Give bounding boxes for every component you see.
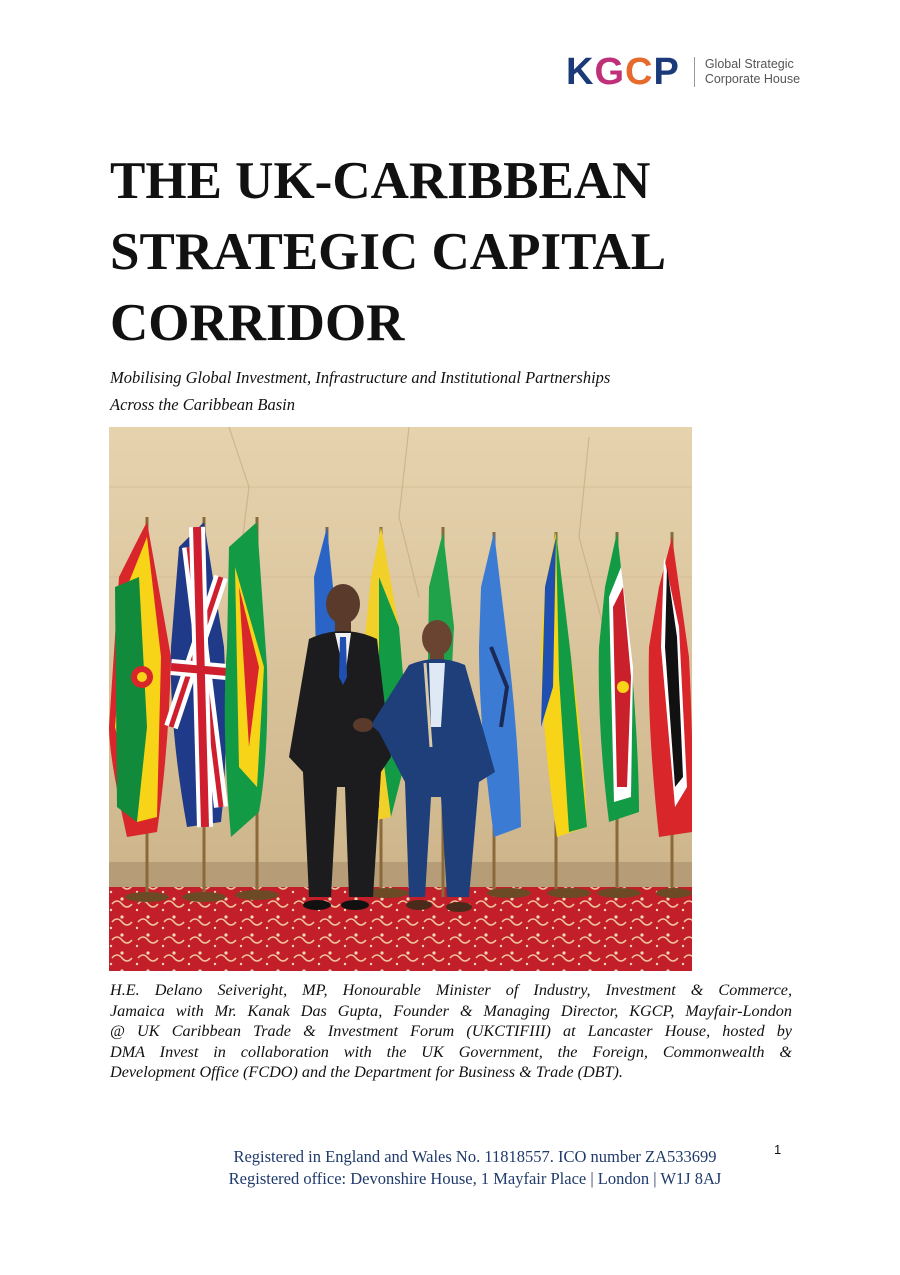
subtitle: [110, 364, 810, 418]
logo-tagline-line1: Global Strategic: [704, 57, 794, 71]
registration-footer: [150, 1146, 800, 1190]
page-number: 1: [774, 1142, 782, 1157]
caption-line5: Development Office (FCDO) and the Department for Business & Trade (DBT).: [110, 1063, 623, 1081]
subtitle-line2: Across the Caribbean Basin: [110, 395, 296, 414]
photo-caption: [110, 980, 792, 1083]
title-line3: CORRIDOR: [110, 294, 405, 352]
title-line1: THE UK-CARIBBEAN: [110, 152, 651, 210]
footer-line1: Registered in England and Wales No. 11818557. ICO number ZA533699: [233, 1147, 717, 1166]
forum-photo: [109, 427, 692, 971]
subtitle-line1: Mobilising Global Investment, Infrastructure and Institutional Partnerships: [110, 368, 611, 387]
logo-letter-c: C: [625, 51, 654, 93]
handshake: [353, 718, 373, 732]
logo-wordmark: [566, 53, 680, 91]
title-line2: STRATEGIC CAPITAL: [110, 223, 667, 281]
logo-letter-g: G: [594, 51, 626, 93]
kgcp-logo: [566, 52, 800, 92]
caption-line3: @ UK Caribbean Trade & Investment Forum (UKCTIFIII) at Lancaster House, hosted by: [110, 1022, 792, 1040]
caption-line4: DMA Invest in collaboration with the UK Government, the Foreign, Commonwealth &: [110, 1042, 792, 1061]
footer-line2: Registered office: Devonshire House, 1 Mayfair Place | London | W1J 8AJ: [228, 1169, 722, 1188]
caption-line2: Jamaica with Mr. Kanak Das Gupta, Founder & Managing Director, KGCP, Mayfair-London: [110, 1001, 792, 1020]
logo-letter-k: K: [566, 51, 595, 93]
caption-line1: H.E. Delano Seiveright, MP, Honourable Minister of Industry, Investment & Commerce,: [110, 981, 792, 999]
page-title: [110, 146, 810, 359]
logo-tagline-line2: Corporate House: [704, 72, 801, 86]
logo-tagline: [705, 57, 800, 87]
logo-letter-p: P: [653, 51, 680, 93]
logo-divider: [694, 57, 695, 87]
